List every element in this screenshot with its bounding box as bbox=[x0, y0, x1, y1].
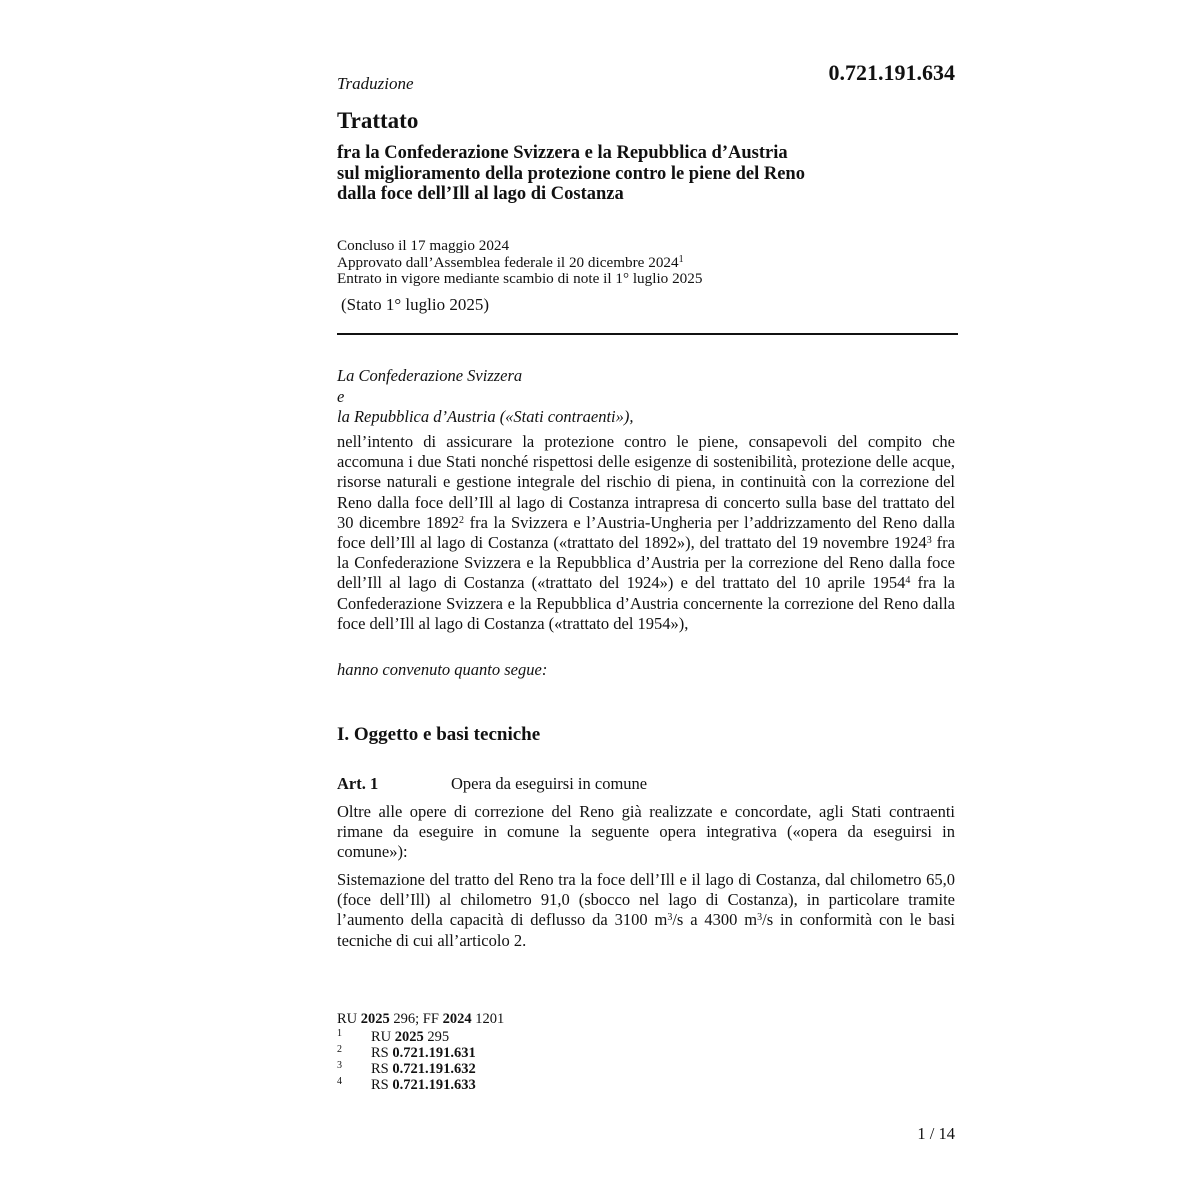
preamble-part: fra la Confederazione Svizzera e la Repubblica d’Austria concernente la correzione del Reno dalla foce dell’Ill al lago di Costanza («trattato del 1954»), bbox=[337, 573, 955, 633]
footnote-prefix: RS bbox=[371, 1061, 389, 1077]
footnote-prefix: RS bbox=[371, 1077, 389, 1093]
party-austria: la Repubblica d’Austria («Stati contraenti»), bbox=[337, 407, 634, 426]
document-number: 0.721.191.634 bbox=[828, 60, 955, 85]
preamble-part: fra la Confederazione Svizzera e la Repubblica d’Austria per la correzione del Reno dalla foce dell’Ill al lago di Costanza («trattato del 1924») e del trattato del 10 aprile 1954 bbox=[337, 533, 955, 593]
footnote-number: 3 bbox=[337, 1060, 342, 1071]
footnote-link[interactable]: 0.721.191.632 bbox=[392, 1061, 476, 1077]
preamble-text bbox=[337, 432, 955, 634]
concluded-date: Concluso il 17 maggio 2024 bbox=[337, 237, 510, 254]
treaty-subtitle bbox=[337, 143, 977, 205]
party-switzerland: La Confederazione Svizzera bbox=[337, 366, 523, 385]
footnote-ref-4[interactable]: 4 bbox=[905, 575, 911, 587]
preamble-part: fra la Svizzera e l’Austria-Ungheria per l’addrizzamento del Reno dalla foce dell’Ill al lago di Costanza («trattato del 1892»), del trattato del 19 novembre 1924 bbox=[337, 512, 955, 553]
superscript: 3 bbox=[757, 912, 763, 924]
subtitle-line: sul miglioramento della protezione contro le piene del Reno bbox=[337, 163, 805, 184]
footnote-number: 4 bbox=[337, 1076, 342, 1087]
footnote-ref-3[interactable]: 3 bbox=[926, 535, 932, 547]
status-date: (Stato 1° luglio 2025) bbox=[341, 295, 489, 314]
superscript: 3 bbox=[667, 912, 673, 924]
footnote-prefix: RU bbox=[371, 1029, 392, 1045]
treaty-title: Trattato bbox=[337, 108, 419, 133]
agreed-clause: hanno convenuto quanto segue: bbox=[337, 660, 548, 679]
footnote-rest: 295 bbox=[423, 1029, 450, 1045]
footnote-number: 1 bbox=[337, 1028, 342, 1039]
ref-number: 296; FF bbox=[393, 1011, 439, 1027]
subtitle-line: dalla foce dell’Ill al lago di Costanza bbox=[337, 184, 624, 204]
footnote-item bbox=[337, 1077, 504, 1093]
footnote-link[interactable]: 0.721.191.633 bbox=[392, 1077, 476, 1093]
footnote-item bbox=[337, 1029, 504, 1045]
article-title: Opera da eseguirsi in comune bbox=[451, 774, 648, 793]
footnote-prefix: RS bbox=[371, 1045, 389, 1061]
ref-year: 2025 bbox=[360, 1011, 390, 1027]
treaty-dates bbox=[337, 238, 702, 288]
footnotes bbox=[337, 1011, 504, 1093]
ref-number: 1201 bbox=[475, 1011, 505, 1027]
publication-reference bbox=[337, 1011, 504, 1027]
entry-into-force-date: Entrato in vigore mediante scambio di note il 1° luglio 2025 bbox=[337, 270, 703, 287]
page-number: 1 / 14 bbox=[917, 1124, 955, 1143]
article-label: Art. 1 bbox=[337, 774, 379, 793]
ref-year: 2024 bbox=[442, 1011, 472, 1027]
preamble-part: nell’intento di assicurare la protezione contro le piene, consapevoli del compito che accomuna i due Stati nonché rispettosi delle esigenze di sostenibilità, protezione delle acque, risorse naturali e gestione integrale del rischio di piena, in continuità con la correzione del Reno dalla foce dell’Ill al lago di Costanza intrapresa di concerto sulla base del trattato del 30 dicembre 1892 bbox=[337, 432, 955, 532]
contracting-parties bbox=[337, 366, 634, 428]
article-paragraph bbox=[337, 870, 955, 951]
footnote-number: 2 bbox=[337, 1044, 342, 1055]
footnote-link[interactable]: 0.721.191.631 bbox=[392, 1045, 476, 1061]
paragraph-part: /s in conformità con le basi tecniche di cui all’articolo 2. bbox=[337, 910, 955, 950]
subtitle-line: fra la Confederazione Svizzera e la Repubblica d’Austria bbox=[337, 143, 788, 163]
paragraph-part: Sistemazione del tratto del Reno tra la foce dell’Ill e il lago di Costanza, dal chilometro 65,0 (foce dell’Ill) al chilometro 91,0 (sbocco nel lago di Costanza), in particolare tramite l’aumento della capacità di deflusso da 3100 m bbox=[337, 870, 955, 930]
footnote-link[interactable]: 2025 bbox=[394, 1029, 424, 1045]
footnote-ref-1[interactable]: 1 bbox=[678, 253, 684, 265]
footnote-item bbox=[337, 1045, 504, 1061]
section-heading: I. Oggetto e basi tecniche bbox=[337, 724, 541, 745]
party-conjunction: e bbox=[337, 386, 345, 406]
footnote-ref-2[interactable]: 2 bbox=[459, 514, 465, 526]
header-divider bbox=[337, 333, 958, 335]
footnote-item bbox=[337, 1061, 504, 1077]
approved-text: Approvato dall’Assemblea federale il 20 dicembre 2024 bbox=[337, 253, 679, 271]
paragraph-part: /s a 4300 m bbox=[672, 910, 758, 930]
ref-prefix: RU bbox=[337, 1011, 358, 1027]
article-paragraph: Oltre alle opere di correzione del Reno già realizzate e concordate, agli Stati contraenti rimane da eseguire in comune la seguente opera integrativa («opera da eseguirsi in comune»): bbox=[337, 802, 955, 862]
approved-date bbox=[337, 255, 702, 272]
translation-label: Traduzione bbox=[337, 74, 414, 93]
